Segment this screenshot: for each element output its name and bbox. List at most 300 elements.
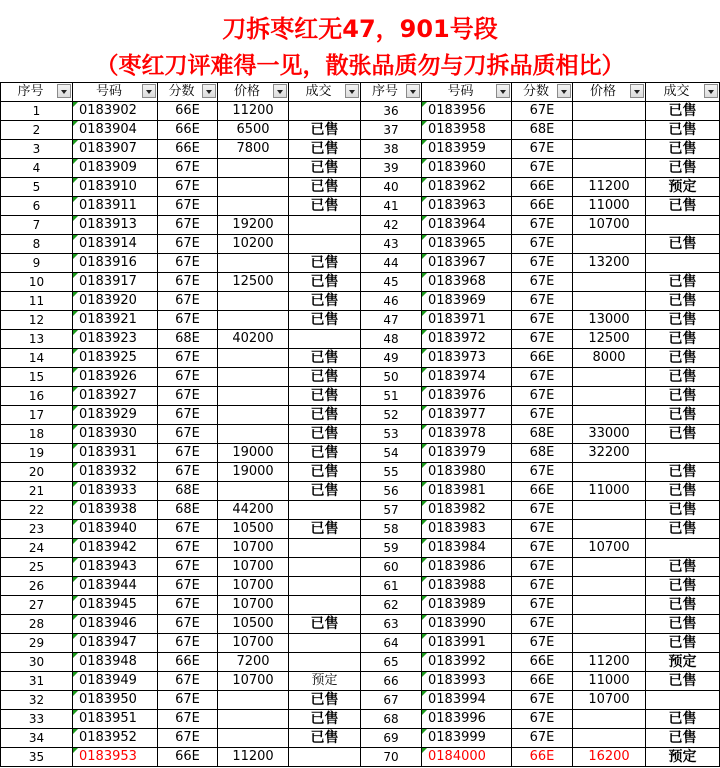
cell-status[interactable]: 已售 xyxy=(646,121,720,140)
cell-price[interactable] xyxy=(218,710,289,729)
filter-dropdown-arrow-icon[interactable] xyxy=(496,84,510,98)
cell-grade[interactable]: 66E xyxy=(512,178,573,197)
cell-status[interactable]: 已售 xyxy=(646,406,720,425)
cell-status[interactable]: 已售 xyxy=(289,710,361,729)
cell-seq[interactable]: 53 xyxy=(361,425,422,444)
cell-code[interactable]: 0183914 xyxy=(73,235,158,254)
cell-seq[interactable]: 28 xyxy=(1,615,73,634)
cell-price[interactable] xyxy=(218,368,289,387)
cell-seq[interactable]: 20 xyxy=(1,463,73,482)
cell-price[interactable] xyxy=(218,425,289,444)
cell-grade[interactable]: 67E xyxy=(512,463,573,482)
cell-grade[interactable]: 67E xyxy=(158,349,218,368)
cell-status[interactable] xyxy=(289,501,361,520)
cell-code[interactable]: 0183938 xyxy=(73,501,158,520)
cell-code[interactable]: 0183977 xyxy=(422,406,512,425)
cell-grade[interactable]: 67E xyxy=(158,691,218,710)
cell-grade[interactable]: 67E xyxy=(158,558,218,577)
cell-status[interactable]: 已售 xyxy=(289,406,361,425)
cell-code[interactable]: 0183921 xyxy=(73,311,158,330)
cell-price[interactable]: 10200 xyxy=(218,235,289,254)
cell-code[interactable]: 0183917 xyxy=(73,273,158,292)
cell-seq[interactable]: 13 xyxy=(1,330,73,349)
cell-grade[interactable]: 67E xyxy=(512,273,573,292)
cell-code[interactable]: 0183944 xyxy=(73,577,158,596)
cell-code[interactable]: 0183932 xyxy=(73,463,158,482)
cell-grade[interactable]: 68E xyxy=(512,425,573,444)
cell-seq[interactable]: 47 xyxy=(361,311,422,330)
cell-status[interactable]: 已售 xyxy=(646,273,720,292)
cell-grade[interactable]: 66E xyxy=(512,748,573,767)
cell-status[interactable]: 已售 xyxy=(289,387,361,406)
cell-seq[interactable]: 69 xyxy=(361,729,422,748)
cell-code[interactable]: 0183981 xyxy=(422,482,512,501)
cell-grade[interactable]: 66E xyxy=(158,102,218,121)
cell-status[interactable] xyxy=(289,539,361,558)
cell-price[interactable]: 13000 xyxy=(573,311,646,330)
cell-grade[interactable]: 67E xyxy=(158,672,218,691)
cell-status[interactable]: 已售 xyxy=(289,425,361,444)
filter-dropdown-arrow-icon[interactable] xyxy=(273,84,287,98)
cell-grade[interactable]: 67E xyxy=(512,634,573,653)
cell-code[interactable]: 0183948 xyxy=(73,653,158,672)
cell-status[interactable]: 已售 xyxy=(289,349,361,368)
cell-price[interactable] xyxy=(218,197,289,216)
cell-code[interactable]: 0183972 xyxy=(422,330,512,349)
cell-code[interactable]: 0183984 xyxy=(422,539,512,558)
cell-price[interactable] xyxy=(573,501,646,520)
cell-status[interactable] xyxy=(289,558,361,577)
cell-code[interactable]: 0183949 xyxy=(73,672,158,691)
cell-price[interactable]: 7200 xyxy=(218,653,289,672)
cell-seq[interactable]: 22 xyxy=(1,501,73,520)
cell-price[interactable]: 33000 xyxy=(573,425,646,444)
cell-status[interactable] xyxy=(289,653,361,672)
cell-seq[interactable]: 32 xyxy=(1,691,73,710)
cell-code[interactable]: 0183943 xyxy=(73,558,158,577)
cell-seq[interactable]: 56 xyxy=(361,482,422,501)
cell-code[interactable]: 0183946 xyxy=(73,615,158,634)
cell-price[interactable]: 10500 xyxy=(218,520,289,539)
cell-price[interactable]: 10700 xyxy=(218,672,289,691)
cell-price[interactable] xyxy=(218,387,289,406)
cell-status[interactable] xyxy=(646,539,720,558)
cell-price[interactable] xyxy=(573,710,646,729)
cell-code[interactable]: 0183973 xyxy=(422,349,512,368)
cell-status[interactable]: 已售 xyxy=(289,615,361,634)
cell-price[interactable]: 6500 xyxy=(218,121,289,140)
filter-dropdown-arrow-icon[interactable] xyxy=(406,84,420,98)
cell-code[interactable]: 0183958 xyxy=(422,121,512,140)
cell-seq[interactable]: 6 xyxy=(1,197,73,216)
cell-code[interactable]: 0183976 xyxy=(422,387,512,406)
cell-status[interactable]: 已售 xyxy=(646,387,720,406)
cell-code[interactable]: 0183911 xyxy=(73,197,158,216)
cell-grade[interactable]: 67E xyxy=(158,425,218,444)
cell-code[interactable]: 0183962 xyxy=(422,178,512,197)
cell-seq[interactable]: 55 xyxy=(361,463,422,482)
cell-price[interactable]: 32200 xyxy=(573,444,646,463)
cell-price[interactable]: 10700 xyxy=(218,634,289,653)
cell-status[interactable]: 已售 xyxy=(646,292,720,311)
cell-grade[interactable]: 66E xyxy=(158,653,218,672)
cell-code[interactable]: 0183960 xyxy=(422,159,512,178)
cell-price[interactable]: 10700 xyxy=(573,216,646,235)
cell-status[interactable]: 已售 xyxy=(646,159,720,178)
cell-code[interactable]: 0183945 xyxy=(73,596,158,615)
cell-status[interactable]: 已售 xyxy=(646,577,720,596)
cell-grade[interactable]: 68E xyxy=(158,482,218,501)
cell-grade[interactable]: 66E xyxy=(158,748,218,767)
cell-price[interactable] xyxy=(573,140,646,159)
cell-status[interactable]: 已售 xyxy=(646,672,720,691)
cell-grade[interactable]: 67E xyxy=(158,406,218,425)
cell-seq[interactable]: 43 xyxy=(361,235,422,254)
cell-code[interactable]: 0183967 xyxy=(422,254,512,273)
cell-status[interactable] xyxy=(289,102,361,121)
cell-seq[interactable]: 8 xyxy=(1,235,73,254)
cell-seq[interactable]: 38 xyxy=(361,140,422,159)
cell-price[interactable]: 13200 xyxy=(573,254,646,273)
cell-grade[interactable]: 68E xyxy=(158,330,218,349)
cell-seq[interactable]: 40 xyxy=(361,178,422,197)
cell-grade[interactable]: 67E xyxy=(158,615,218,634)
cell-status[interactable]: 已售 xyxy=(289,311,361,330)
cell-grade[interactable]: 67E xyxy=(512,539,573,558)
cell-seq[interactable]: 62 xyxy=(361,596,422,615)
cell-status[interactable]: 已售 xyxy=(646,482,720,501)
cell-code[interactable]: 0183951 xyxy=(73,710,158,729)
cell-grade[interactable]: 67E xyxy=(512,729,573,748)
cell-status[interactable] xyxy=(646,216,720,235)
cell-code[interactable]: 0183952 xyxy=(73,729,158,748)
cell-code[interactable]: 0183904 xyxy=(73,121,158,140)
cell-code[interactable]: 0183923 xyxy=(73,330,158,349)
cell-status[interactable]: 已售 xyxy=(646,558,720,577)
cell-price[interactable]: 8000 xyxy=(573,349,646,368)
cell-price[interactable] xyxy=(218,178,289,197)
cell-seq[interactable]: 9 xyxy=(1,254,73,273)
cell-grade[interactable]: 66E xyxy=(512,653,573,672)
filter-dropdown-arrow-icon[interactable] xyxy=(557,84,571,98)
cell-status[interactable] xyxy=(289,577,361,596)
cell-code[interactable]: 0183931 xyxy=(73,444,158,463)
cell-status[interactable]: 预定 xyxy=(289,672,361,691)
cell-grade[interactable]: 68E xyxy=(512,444,573,463)
cell-price[interactable] xyxy=(573,292,646,311)
cell-price[interactable] xyxy=(218,254,289,273)
cell-status[interactable]: 已售 xyxy=(646,140,720,159)
cell-price[interactable] xyxy=(573,368,646,387)
cell-code[interactable]: 0183978 xyxy=(422,425,512,444)
cell-price[interactable] xyxy=(573,102,646,121)
cell-grade[interactable]: 67E xyxy=(158,520,218,539)
cell-code[interactable]: 0183971 xyxy=(422,311,512,330)
cell-code[interactable]: 0183942 xyxy=(73,539,158,558)
cell-seq[interactable]: 25 xyxy=(1,558,73,577)
cell-code[interactable]: 0183983 xyxy=(422,520,512,539)
cell-status[interactable]: 预定 xyxy=(646,748,720,767)
cell-price[interactable]: 44200 xyxy=(218,501,289,520)
cell-grade[interactable]: 67E xyxy=(158,197,218,216)
cell-seq[interactable]: 63 xyxy=(361,615,422,634)
cell-status[interactable]: 已售 xyxy=(289,273,361,292)
cell-status[interactable]: 已售 xyxy=(646,349,720,368)
cell-grade[interactable]: 67E xyxy=(512,710,573,729)
cell-grade[interactable]: 67E xyxy=(158,710,218,729)
cell-price[interactable] xyxy=(573,463,646,482)
cell-grade[interactable]: 67E xyxy=(512,102,573,121)
cell-price[interactable] xyxy=(573,729,646,748)
cell-seq[interactable]: 2 xyxy=(1,121,73,140)
cell-grade[interactable]: 67E xyxy=(512,558,573,577)
cell-seq[interactable]: 49 xyxy=(361,349,422,368)
cell-grade[interactable]: 67E xyxy=(158,577,218,596)
cell-price[interactable] xyxy=(573,634,646,653)
cell-seq[interactable]: 52 xyxy=(361,406,422,425)
cell-status[interactable]: 已售 xyxy=(646,368,720,387)
cell-grade[interactable]: 66E xyxy=(158,140,218,159)
cell-price[interactable]: 11200 xyxy=(573,178,646,197)
cell-seq[interactable]: 16 xyxy=(1,387,73,406)
cell-grade[interactable]: 67E xyxy=(512,596,573,615)
cell-price[interactable]: 12500 xyxy=(573,330,646,349)
cell-code[interactable]: 0183965 xyxy=(422,235,512,254)
cell-seq[interactable]: 26 xyxy=(1,577,73,596)
cell-seq[interactable]: 51 xyxy=(361,387,422,406)
cell-seq[interactable]: 17 xyxy=(1,406,73,425)
cell-status[interactable]: 已售 xyxy=(646,634,720,653)
cell-seq[interactable]: 34 xyxy=(1,729,73,748)
cell-price[interactable] xyxy=(218,159,289,178)
cell-grade[interactable]: 67E xyxy=(158,463,218,482)
cell-code[interactable]: 0183988 xyxy=(422,577,512,596)
cell-status[interactable]: 预定 xyxy=(646,653,720,672)
cell-grade[interactable]: 67E xyxy=(158,596,218,615)
cell-seq[interactable]: 5 xyxy=(1,178,73,197)
cell-seq[interactable]: 61 xyxy=(361,577,422,596)
cell-code[interactable]: 0183930 xyxy=(73,425,158,444)
cell-seq[interactable]: 54 xyxy=(361,444,422,463)
cell-status[interactable] xyxy=(646,691,720,710)
cell-code[interactable]: 0183956 xyxy=(422,102,512,121)
cell-seq[interactable]: 27 xyxy=(1,596,73,615)
filter-dropdown-arrow-icon[interactable] xyxy=(345,84,359,98)
cell-seq[interactable]: 68 xyxy=(361,710,422,729)
cell-seq[interactable]: 10 xyxy=(1,273,73,292)
cell-status[interactable]: 已售 xyxy=(646,311,720,330)
cell-grade[interactable]: 66E xyxy=(512,349,573,368)
cell-price[interactable] xyxy=(218,406,289,425)
cell-grade[interactable]: 67E xyxy=(512,406,573,425)
cell-code[interactable]: 0183933 xyxy=(73,482,158,501)
cell-seq[interactable]: 29 xyxy=(1,634,73,653)
cell-price[interactable] xyxy=(218,292,289,311)
cell-seq[interactable]: 60 xyxy=(361,558,422,577)
cell-price[interactable] xyxy=(573,615,646,634)
cell-status[interactable]: 已售 xyxy=(289,197,361,216)
cell-grade[interactable]: 67E xyxy=(158,235,218,254)
cell-status[interactable]: 已售 xyxy=(646,197,720,216)
cell-price[interactable]: 40200 xyxy=(218,330,289,349)
cell-grade[interactable]: 67E xyxy=(158,178,218,197)
cell-grade[interactable]: 66E xyxy=(512,672,573,691)
cell-status[interactable]: 已售 xyxy=(646,596,720,615)
cell-grade[interactable]: 67E xyxy=(512,615,573,634)
cell-code[interactable]: 0183994 xyxy=(422,691,512,710)
cell-price[interactable]: 10700 xyxy=(573,691,646,710)
cell-grade[interactable]: 66E xyxy=(512,197,573,216)
cell-status[interactable]: 已售 xyxy=(289,159,361,178)
cell-status[interactable]: 已售 xyxy=(646,520,720,539)
cell-price[interactable] xyxy=(573,273,646,292)
cell-code[interactable]: 0183925 xyxy=(73,349,158,368)
cell-seq[interactable]: 39 xyxy=(361,159,422,178)
cell-grade[interactable]: 67E xyxy=(512,292,573,311)
cell-code[interactable]: 0183969 xyxy=(422,292,512,311)
cell-seq[interactable]: 23 xyxy=(1,520,73,539)
cell-status[interactable]: 已售 xyxy=(646,330,720,349)
cell-grade[interactable]: 67E xyxy=(512,159,573,178)
cell-seq[interactable]: 15 xyxy=(1,368,73,387)
cell-status[interactable]: 已售 xyxy=(646,425,720,444)
cell-price[interactable]: 10700 xyxy=(218,539,289,558)
cell-grade[interactable]: 67E xyxy=(512,387,573,406)
cell-seq[interactable]: 44 xyxy=(361,254,422,273)
cell-price[interactable] xyxy=(573,558,646,577)
cell-status[interactable] xyxy=(646,254,720,273)
cell-code[interactable]: 0183929 xyxy=(73,406,158,425)
cell-price[interactable] xyxy=(573,577,646,596)
cell-grade[interactable]: 67E xyxy=(512,140,573,159)
cell-code[interactable]: 0183953 xyxy=(73,748,158,767)
cell-grade[interactable]: 67E xyxy=(158,216,218,235)
cell-code[interactable]: 0183964 xyxy=(422,216,512,235)
cell-price[interactable] xyxy=(573,235,646,254)
filter-dropdown-arrow-icon[interactable] xyxy=(630,84,644,98)
cell-code[interactable]: 0183999 xyxy=(422,729,512,748)
cell-price[interactable] xyxy=(218,311,289,330)
cell-code[interactable]: 0183982 xyxy=(422,501,512,520)
cell-grade[interactable]: 67E xyxy=(512,691,573,710)
cell-grade[interactable]: 67E xyxy=(158,368,218,387)
filter-dropdown-arrow-icon[interactable] xyxy=(202,84,216,98)
cell-price[interactable] xyxy=(573,121,646,140)
cell-price[interactable]: 11000 xyxy=(573,482,646,501)
cell-code[interactable]: 0183980 xyxy=(422,463,512,482)
cell-seq[interactable]: 42 xyxy=(361,216,422,235)
cell-code[interactable]: 0183916 xyxy=(73,254,158,273)
cell-status[interactable] xyxy=(289,330,361,349)
cell-price[interactable]: 16200 xyxy=(573,748,646,767)
cell-status[interactable] xyxy=(289,235,361,254)
cell-seq[interactable]: 37 xyxy=(361,121,422,140)
cell-grade[interactable]: 67E xyxy=(158,387,218,406)
cell-status[interactable]: 已售 xyxy=(646,463,720,482)
cell-status[interactable] xyxy=(289,216,361,235)
cell-seq[interactable]: 35 xyxy=(1,748,73,767)
cell-seq[interactable]: 21 xyxy=(1,482,73,501)
cell-seq[interactable]: 24 xyxy=(1,539,73,558)
cell-price[interactable]: 10500 xyxy=(218,615,289,634)
cell-seq[interactable]: 65 xyxy=(361,653,422,672)
cell-grade[interactable]: 66E xyxy=(512,482,573,501)
cell-status[interactable]: 已售 xyxy=(289,368,361,387)
cell-status[interactable]: 预定 xyxy=(646,178,720,197)
cell-price[interactable]: 19000 xyxy=(218,444,289,463)
cell-seq[interactable]: 66 xyxy=(361,672,422,691)
cell-price[interactable] xyxy=(573,159,646,178)
cell-grade[interactable]: 67E xyxy=(512,330,573,349)
cell-status[interactable]: 已售 xyxy=(646,102,720,121)
filter-dropdown-arrow-icon[interactable] xyxy=(142,84,156,98)
cell-status[interactable] xyxy=(646,444,720,463)
cell-code[interactable]: 0183913 xyxy=(73,216,158,235)
cell-seq[interactable]: 41 xyxy=(361,197,422,216)
cell-status[interactable]: 已售 xyxy=(646,615,720,634)
cell-status[interactable]: 已售 xyxy=(289,254,361,273)
cell-seq[interactable]: 4 xyxy=(1,159,73,178)
cell-code[interactable]: 0183986 xyxy=(422,558,512,577)
cell-grade[interactable]: 67E xyxy=(512,216,573,235)
cell-seq[interactable]: 46 xyxy=(361,292,422,311)
cell-price[interactable] xyxy=(573,520,646,539)
cell-seq[interactable]: 12 xyxy=(1,311,73,330)
cell-code[interactable]: 0183979 xyxy=(422,444,512,463)
cell-code[interactable]: 0183910 xyxy=(73,178,158,197)
cell-status[interactable]: 已售 xyxy=(289,463,361,482)
cell-price[interactable] xyxy=(218,729,289,748)
cell-code[interactable]: 0183909 xyxy=(73,159,158,178)
cell-grade[interactable]: 67E xyxy=(158,159,218,178)
cell-code[interactable]: 0183974 xyxy=(422,368,512,387)
cell-grade[interactable]: 67E xyxy=(512,577,573,596)
cell-seq[interactable]: 1 xyxy=(1,102,73,121)
cell-price[interactable] xyxy=(573,406,646,425)
cell-seq[interactable]: 30 xyxy=(1,653,73,672)
cell-price[interactable]: 10700 xyxy=(573,539,646,558)
cell-code[interactable]: 0183968 xyxy=(422,273,512,292)
cell-grade[interactable]: 67E xyxy=(512,368,573,387)
cell-seq[interactable]: 70 xyxy=(361,748,422,767)
cell-status[interactable]: 已售 xyxy=(289,140,361,159)
cell-grade[interactable]: 67E xyxy=(158,292,218,311)
cell-grade[interactable]: 66E xyxy=(158,121,218,140)
cell-seq[interactable]: 67 xyxy=(361,691,422,710)
cell-price[interactable]: 11200 xyxy=(218,748,289,767)
cell-status[interactable]: 已售 xyxy=(289,292,361,311)
cell-status[interactable]: 已售 xyxy=(646,501,720,520)
cell-grade[interactable]: 67E xyxy=(512,235,573,254)
cell-price[interactable]: 19000 xyxy=(218,463,289,482)
cell-code[interactable]: 0183950 xyxy=(73,691,158,710)
cell-status[interactable]: 已售 xyxy=(289,691,361,710)
cell-code[interactable]: 0183947 xyxy=(73,634,158,653)
cell-grade[interactable]: 67E xyxy=(512,501,573,520)
cell-status[interactable]: 已售 xyxy=(646,235,720,254)
cell-seq[interactable]: 36 xyxy=(361,102,422,121)
cell-status[interactable]: 已售 xyxy=(646,710,720,729)
cell-seq[interactable]: 50 xyxy=(361,368,422,387)
cell-code[interactable]: 0183963 xyxy=(422,197,512,216)
cell-price[interactable]: 19200 xyxy=(218,216,289,235)
cell-status[interactable]: 已售 xyxy=(289,121,361,140)
cell-seq[interactable]: 11 xyxy=(1,292,73,311)
cell-status[interactable]: 已售 xyxy=(289,729,361,748)
cell-grade[interactable]: 68E xyxy=(512,121,573,140)
cell-seq[interactable]: 14 xyxy=(1,349,73,368)
cell-price[interactable] xyxy=(218,482,289,501)
